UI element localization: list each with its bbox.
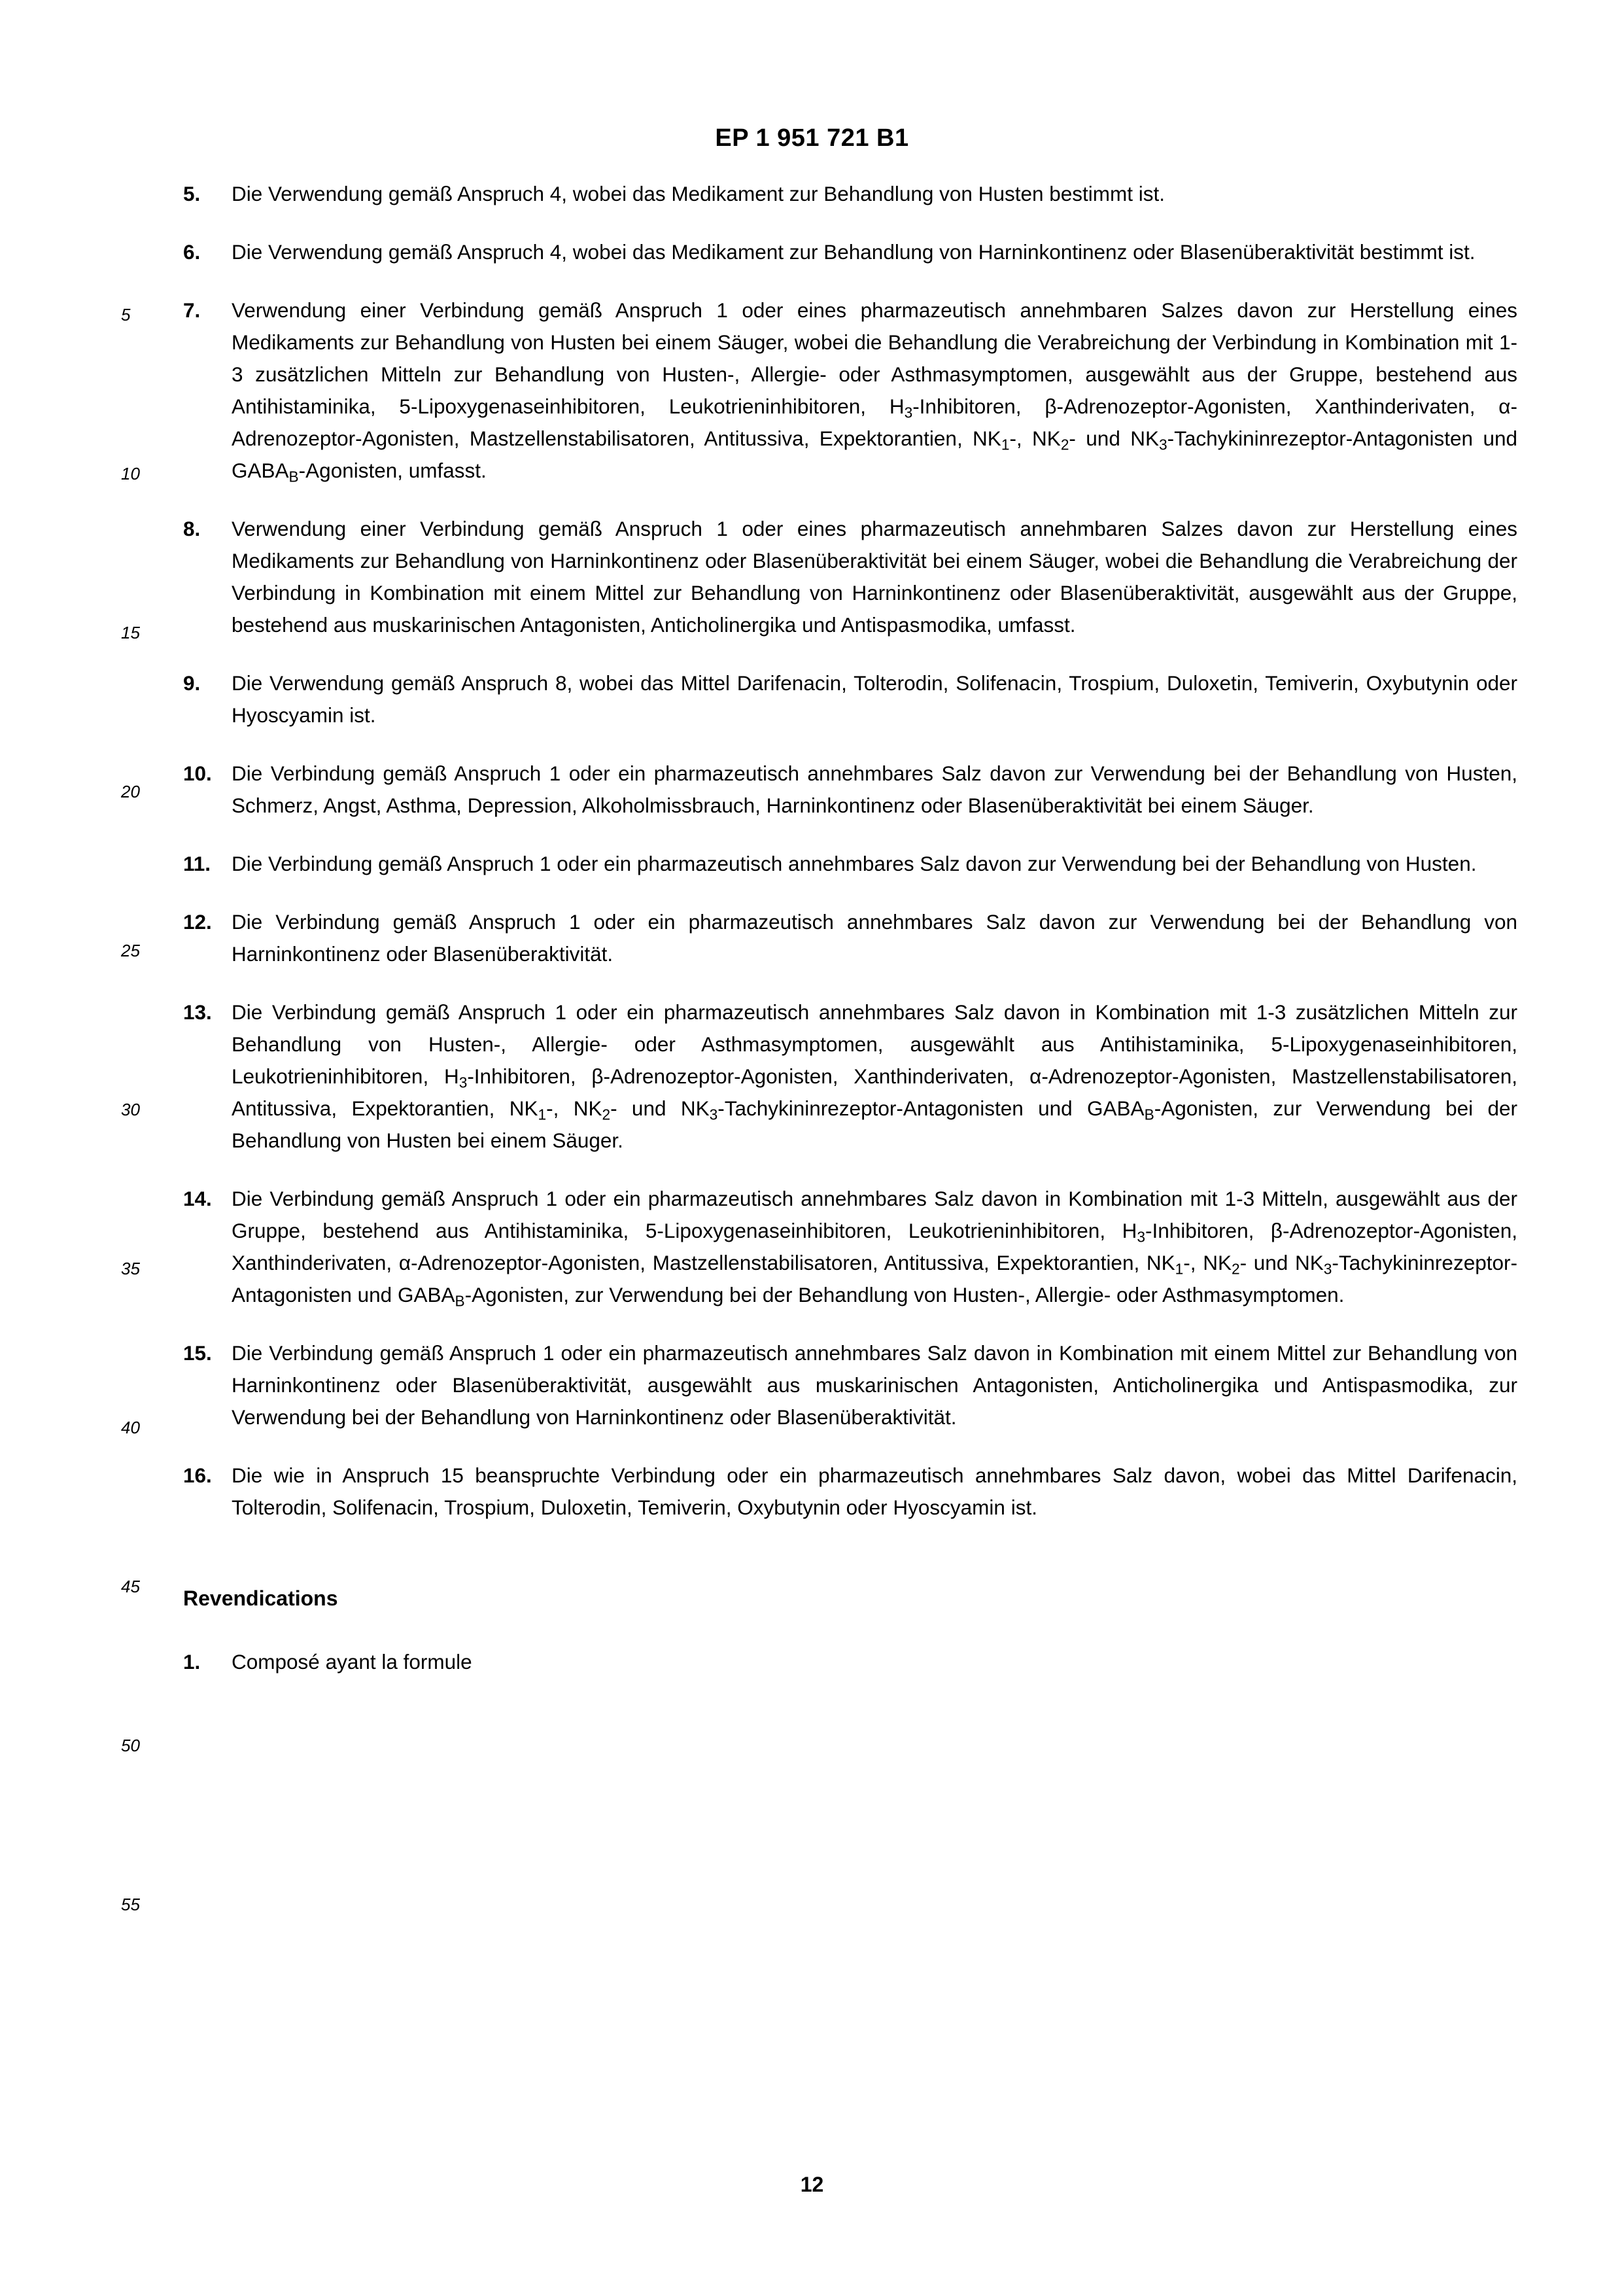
- claim-item: [183, 178, 1517, 210]
- line-number: 15: [121, 623, 140, 642]
- line-number: 40: [121, 1418, 140, 1437]
- claim-number: 15.: [183, 1341, 212, 1365]
- claims-column: [183, 178, 1517, 1704]
- claim-item: [183, 1337, 1517, 1433]
- claim-number: 9.: [183, 671, 201, 695]
- claim-item: [183, 906, 1517, 970]
- french-claims-list: [183, 1646, 1517, 1678]
- claim-item: [183, 667, 1517, 731]
- german-claims-list: [183, 178, 1517, 1524]
- line-number: 5: [121, 305, 131, 324]
- claim-text: Die Verbindung gemäß Anspruch 1 oder ein pharmazeutisch annehmbares Salz davon zur Verwendung bei der Behandlung von Harninkontinenz oder Blasenüberaktivität.: [232, 910, 1517, 966]
- claim-number: 1.: [183, 1650, 201, 1673]
- claim-item: [183, 236, 1517, 268]
- claim-number: 14.: [183, 1187, 212, 1210]
- claim-item: [183, 996, 1517, 1157]
- claim-text: Die Verwendung gemäß Anspruch 8, wobei das Mittel Darifenacin, Tolterodin, Solifenacin, Trospium, Duloxetin, Temiverin, Oxybutynin oder Hyoscyamin ist.: [232, 671, 1517, 727]
- claim-text: Die Verbindung gemäß Anspruch 1 oder ein pharmazeutisch annehmbares Salz davon in Kombination mit 1-3 Mitteln, ausgewählt aus der Gruppe, bestehend aus Antihistaminika, 5-Lipoxygenaseinhibitoren, Leukotrieninhibitoren, $H_3$-Inhibitoren, β-Adrenozeptor-Agonisten, Xanthinderivaten, α-Adrenozeptor-Agonisten, Mastzellenstabilisatoren, Antitussiva, Expektorantien, $NK_1-$, $NK_2-$ und $NK_3-Tachykininrezeptor$-Antagonisten und $GABA_B$-Agonisten, zur Verwendung bei der Behandlung von Husten-, Allergie- oder Asthmasymptomen.: [232, 1187, 1517, 1310]
- section-heading-revendications: Revendications: [183, 1586, 338, 1610]
- claim-number: 5.: [183, 182, 201, 205]
- line-number: 45: [121, 1577, 140, 1596]
- claim-item: [183, 294, 1517, 487]
- claim-number: 10.: [183, 762, 212, 785]
- claim-text: Die Verbindung gemäß Anspruch 1 oder ein pharmazeutisch annehmbares Salz davon in Kombination mit einem Mittel zur Behandlung von Harninkontinenz oder Blasenüberaktivität, ausgewählt aus muskarinischen Antagonisten, Anticholinergika und Antispasmodika, zur Verwendung bei der Behandlung von Harninkontinenz oder Blasenüberaktivität.: [232, 1341, 1517, 1429]
- claim-item: [183, 513, 1517, 641]
- claim-number: 8.: [183, 517, 201, 540]
- page-header: EP 1 951 721 B1: [715, 124, 909, 152]
- claim-item: [183, 1646, 1517, 1678]
- page-number: 12: [800, 2173, 824, 2196]
- claim-number: 11.: [183, 852, 211, 875]
- claim-text: Die Verbindung gemäß Anspruch 1 oder ein pharmazeutisch annehmbares Salz davon zur Verwendung bei der Behandlung von Husten.: [232, 852, 1477, 875]
- line-number: 30: [121, 1100, 140, 1119]
- claim-number: 6.: [183, 240, 201, 264]
- line-number: 35: [121, 1259, 140, 1278]
- claim-text: Die Verwendung gemäß Anspruch 4, wobei das Medikament zur Behandlung von Harninkontinenz oder Blasenüberaktivität bestimmt ist.: [232, 240, 1476, 264]
- claim-text: Verwendung einer Verbindung gemäß Anspruch 1 oder eines pharmazeutisch annehmbaren Salzes davon zur Herstellung eines Medikaments zur Behandlung von Husten bei einem Säuger, wobei die Behandlung die Verabreichung der Verbindung in Kombination mit 1-3 zusätzlichen Mitteln zur Behandlung von Husten-, Allergie- oder Asthmasymptomen, ausgewählt aus der Gruppe, bestehend aus Antihistaminika, 5-Lipoxygenaseinhibitoren, Leukotrieninhibitoren, $H_3$-Inhibitoren, β-Adrenozeptor-Agonisten, Xanthinderivaten, α-Adrenozeptor-Agonisten, Mastzellenstabilisatoren, Antitussiva, Expektorantien, $NK_1-$, $NK_2-$ und $NK_3-Tachykininrezeptor$-Antagonisten und $GABA_B$-Agonisten, umfasst.: [232, 298, 1518, 485]
- claim-number: 13.: [183, 1000, 212, 1024]
- line-number: 50: [121, 1736, 140, 1755]
- claim-text: Die Verbindung gemäß Anspruch 1 oder ein pharmazeutisch annehmbares Salz davon in Kombination mit 1-3 zusätzlichen Mitteln zur Behandlung von Husten-, Allergie- oder Asthmasymptomen, ausgewählt aus Antihistaminika, 5-Lipoxygenaseinhibitoren, Leukotrieninhibitoren, $H_3$-Inhibitoren, β-Adrenozeptor-Agonisten, Xanthinderivaten, α-Adrenozeptor-Agonisten, Mastzellenstabilisatoren, Antitussiva, Expektorantien, $NK_1-$, $NK_2-$ und $NK_3-Tachykininrezeptor$-Antagonisten und $GABA_B$-Agonisten, zur Verwendung bei der Behandlung von Husten bei einem Säuger.: [232, 1000, 1518, 1152]
- claim-text: Die Verwendung gemäß Anspruch 4, wobei das Medikament zur Behandlung von Husten bestimmt ist.: [232, 182, 1166, 205]
- claim-text: Composé ayant la formule: [232, 1650, 472, 1673]
- line-number: 55: [121, 1895, 140, 1914]
- claim-number: 16.: [183, 1463, 212, 1487]
- claim-text: Verwendung einer Verbindung gemäß Anspruch 1 oder eines pharmazeutisch annehmbaren Salzes davon zur Herstellung eines Medikaments zur Behandlung von Harninkontinenz oder Blasenüberaktivität bei einem Säuger, wobei die Behandlung die Verabreichung der Verbindung in Kombination mit einem Mittel zur Behandlung von Harninkontinenz oder Blasenüberaktivität, ausgewählt aus der Gruppe, bestehend aus muskarinischen Antagonisten, Anticholinergika und Antispasmodika, umfasst.: [232, 517, 1517, 637]
- claim-text: Die wie in Anspruch 15 beanspruchte Verbindung oder ein pharmazeutisch annehmbares Salz davon, wobei das Mittel Darifenacin, Tolterodin, Solifenacin, Trospium, Duloxetin, Temiverin, Oxybutynin oder Hyoscyamin ist.: [232, 1463, 1517, 1519]
- claim-item: [183, 1460, 1517, 1524]
- line-number: 10: [121, 464, 140, 483]
- claim-number: 7.: [183, 298, 201, 322]
- claim-item: [183, 1183, 1517, 1311]
- claim-item: [183, 848, 1517, 880]
- claim-text: Die Verbindung gemäß Anspruch 1 oder ein pharmazeutisch annehmbares Salz davon zur Verwendung bei der Behandlung von Husten, Schmerz, Angst, Asthma, Depression, Alkoholmissbrauch, Harninkontinenz oder Blasenüberaktivität bei einem Säuger.: [232, 762, 1517, 817]
- line-number: 25: [121, 941, 140, 960]
- claim-number: 12.: [183, 910, 212, 934]
- claim-item: [183, 758, 1517, 822]
- line-number: 20: [121, 782, 140, 801]
